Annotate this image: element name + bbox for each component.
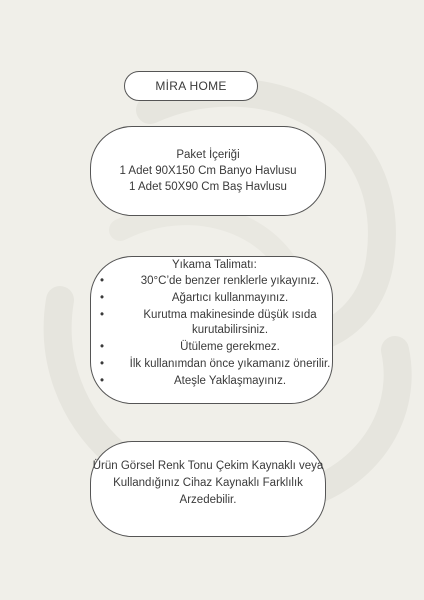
washing-item-text: Ağartıcı kullanmayınız. (171, 292, 289, 304)
package-title: Paket İçeriği (176, 149, 240, 161)
brand-label-box (124, 71, 258, 101)
bullet-icon: • (100, 358, 105, 370)
list-item (100, 274, 348, 289)
bullet-icon: • (100, 292, 105, 304)
list-item (100, 374, 348, 389)
list-item (100, 357, 348, 372)
package-item: 1 Adet 50X90 Cm Baş Havlusu (129, 181, 287, 193)
washing-title: Yıkama Talimatı: (172, 259, 257, 271)
washing-item-text: İlk kullanımdan önce yıkamanız önerilir. (129, 358, 331, 370)
washing-instructions-list (100, 274, 348, 391)
package-item: 1 Adet 90X150 Cm Banyo Havlusu (119, 165, 297, 177)
washing-item-text: Ütüleme gerekmez. (180, 341, 280, 353)
disclaimer-line: Arzedebilir. (179, 493, 237, 506)
washing-item-text: Ateşle Yaklaşmayınız. (173, 375, 287, 387)
color-disclaimer-box (90, 441, 326, 537)
brand-name: MİRA HOME (155, 79, 227, 93)
disclaimer-line: Kullandığınız Cihaz Kaynaklı Farklılık (113, 476, 303, 489)
bullet-icon: • (100, 341, 105, 353)
bullet-icon: • (100, 309, 105, 321)
bullet-icon: • (100, 375, 105, 387)
list-item (100, 340, 348, 355)
bullet-icon: • (100, 275, 105, 287)
washing-item-text: Kurutma makinesinde düşük ısıda kurutabilirsiniz. (143, 309, 317, 336)
package-contents-box (90, 126, 326, 216)
washing-item-text: 30°C’de benzer renklerle yıkayınız. (140, 275, 320, 287)
list-item (100, 308, 348, 338)
list-item (100, 291, 348, 306)
disclaimer-line: Ürün Görsel Renk Tonu Çekim Kaynaklı veya (92, 459, 324, 472)
